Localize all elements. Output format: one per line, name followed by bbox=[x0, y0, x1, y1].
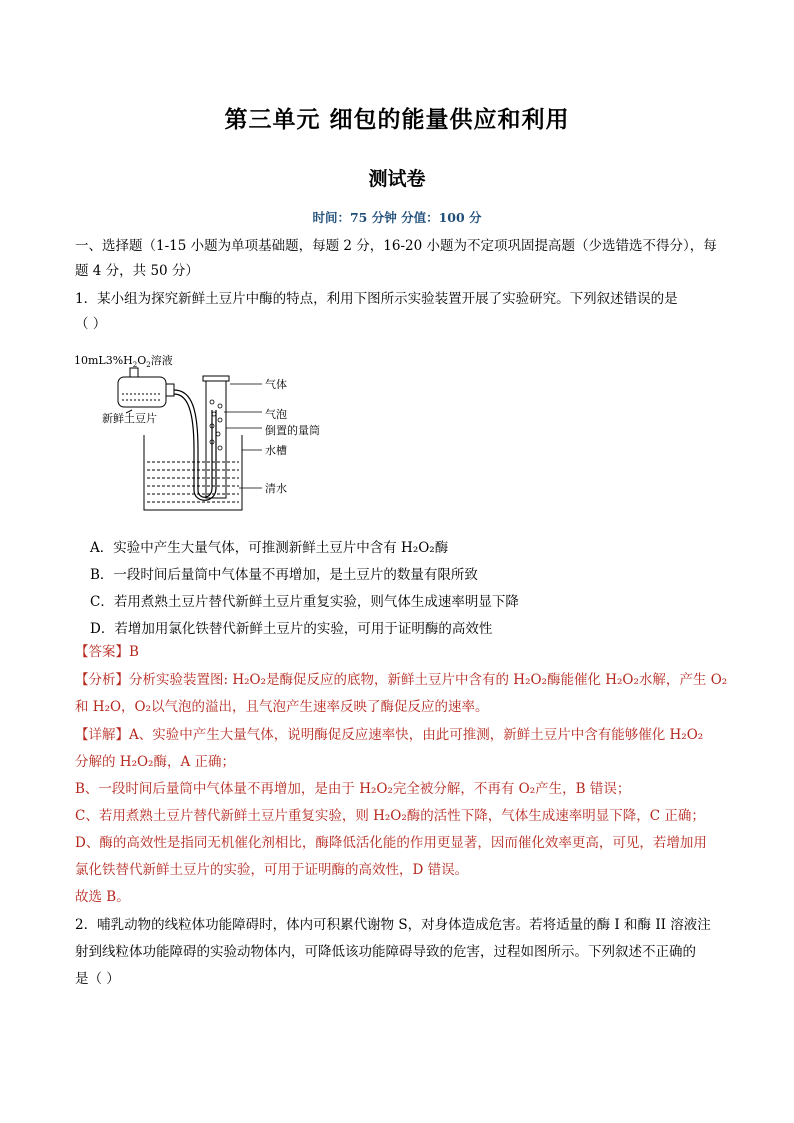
detail-d-cont: 氯化铁替代新鲜土豆片的实验，可用于证明酶的高效性，D 错误。 bbox=[75, 862, 469, 878]
detail-line bbox=[75, 726, 703, 744]
answer-tag: 【答案】 bbox=[75, 644, 129, 660]
detail-d: D、酶的高效性是指同无机催化剂相比，酶降低活化能的作用更显著，因而催化效率更高，可见，若增加用 bbox=[75, 835, 707, 851]
gas-label: 气体 bbox=[265, 378, 287, 391]
analysis-line bbox=[75, 671, 727, 689]
analysis-tag: 【分析】 bbox=[75, 672, 129, 688]
apparatus-figure bbox=[72, 350, 332, 518]
question-2-stem-3: 是（ ） bbox=[75, 971, 120, 987]
detail-b: B、一段时间后量筒中气体量不再增加，是由于 H₂O₂完全被分解，不再有 O₂产生，B 错误； bbox=[75, 781, 631, 797]
bottle-label bbox=[74, 353, 173, 369]
trough-icon bbox=[144, 435, 242, 510]
section-heading: 一、选择题（1-15 小题为单项基础题，每题 2 分，16-20 小题为不定项巩固提高题（少选错选不得分），每 bbox=[75, 238, 717, 254]
svg-text:10mL3%H2O2溶液: $10mL3\%H_2O_2$溶液 bbox=[74, 354, 173, 369]
option-d: D．若增加用氯化铁替代新鲜土豆片的实验，可用于证明酶的高效性 bbox=[90, 621, 493, 637]
page-subtitle: 测试卷 bbox=[368, 168, 426, 190]
analysis-line-2: 和 H₂O，O₂以气泡的溢出，且气泡产生速率反映了酶促反应的速率。 bbox=[75, 699, 489, 715]
analysis-text: 分析实验装置图: H₂O₂是酶促反应的底物，新鲜土豆片中含有的 H₂O₂酶能催化 H₂O₂水解，产生 O₂ bbox=[129, 672, 728, 688]
conclusion: 故选 B。 bbox=[75, 889, 130, 905]
detail-a: A、实验中产生大量气体，说明酶促反应速率快，由此可推测，新鲜土豆片中含有能够催化 H₂O₂ bbox=[129, 727, 704, 743]
trough-label: 水槽 bbox=[265, 444, 287, 457]
detail-c: C、若用煮熟土豆片替代新鲜土豆片重复实验，则 H₂O₂酶的活性下降，气体生成速率明显下降，C 正确； bbox=[75, 808, 705, 824]
bottle-icon bbox=[118, 368, 174, 407]
question-2-stem: 2．哺乳动物的线粒体功能障碍时，体内可积累代谢物 S，对身体造成危害。若将适量的酶 I 和酶 II 溶液注 bbox=[75, 917, 711, 933]
page-title: 第三单元 细包的能量供应和利用 bbox=[224, 107, 570, 133]
question-2-stem-2: 射到线粒体功能障碍的实验动物体内，可降低该功能障碍导致的危害，过程如图所示。下列叙述不正确的 bbox=[75, 944, 696, 960]
option-b: B．一段时间后量筒中气体量不再增加，是土豆片的数量有限所致 bbox=[90, 567, 478, 583]
answer-line bbox=[75, 643, 139, 661]
cylinder-label: 倒置的量筒 bbox=[265, 424, 320, 437]
potato-label: 新鲜土豆片 bbox=[102, 412, 157, 425]
detail-tag: 【详解】 bbox=[75, 727, 129, 743]
water-hatch bbox=[147, 462, 239, 502]
answer-value: B bbox=[129, 644, 139, 660]
time-score-line: 时间：75 分钟 分值：100 分 bbox=[312, 210, 482, 225]
bubble-label: 气泡 bbox=[265, 408, 287, 421]
option-c: C．若用煮熟土豆片替代新鲜土豆片重复实验，则气体生成速率明显下降 bbox=[90, 594, 519, 610]
option-a: A．实验中产生大量气体，可推测新鲜土豆片中含有 H₂O₂酶 bbox=[90, 540, 449, 556]
detail-a-cont: 分解的 H₂O₂酶，A 正确； bbox=[75, 754, 235, 770]
question-1-bracket: （ ） bbox=[75, 316, 107, 332]
water-label: 清水 bbox=[265, 482, 287, 495]
section-heading-cont: 题 4 分，共 50 分） bbox=[75, 263, 199, 279]
question-1-stem: 1．某小组为探究新鲜土豆片中酶的特点，利用下图所示实验装置开展了实验研究。下列叙述错误的是 bbox=[75, 291, 678, 307]
